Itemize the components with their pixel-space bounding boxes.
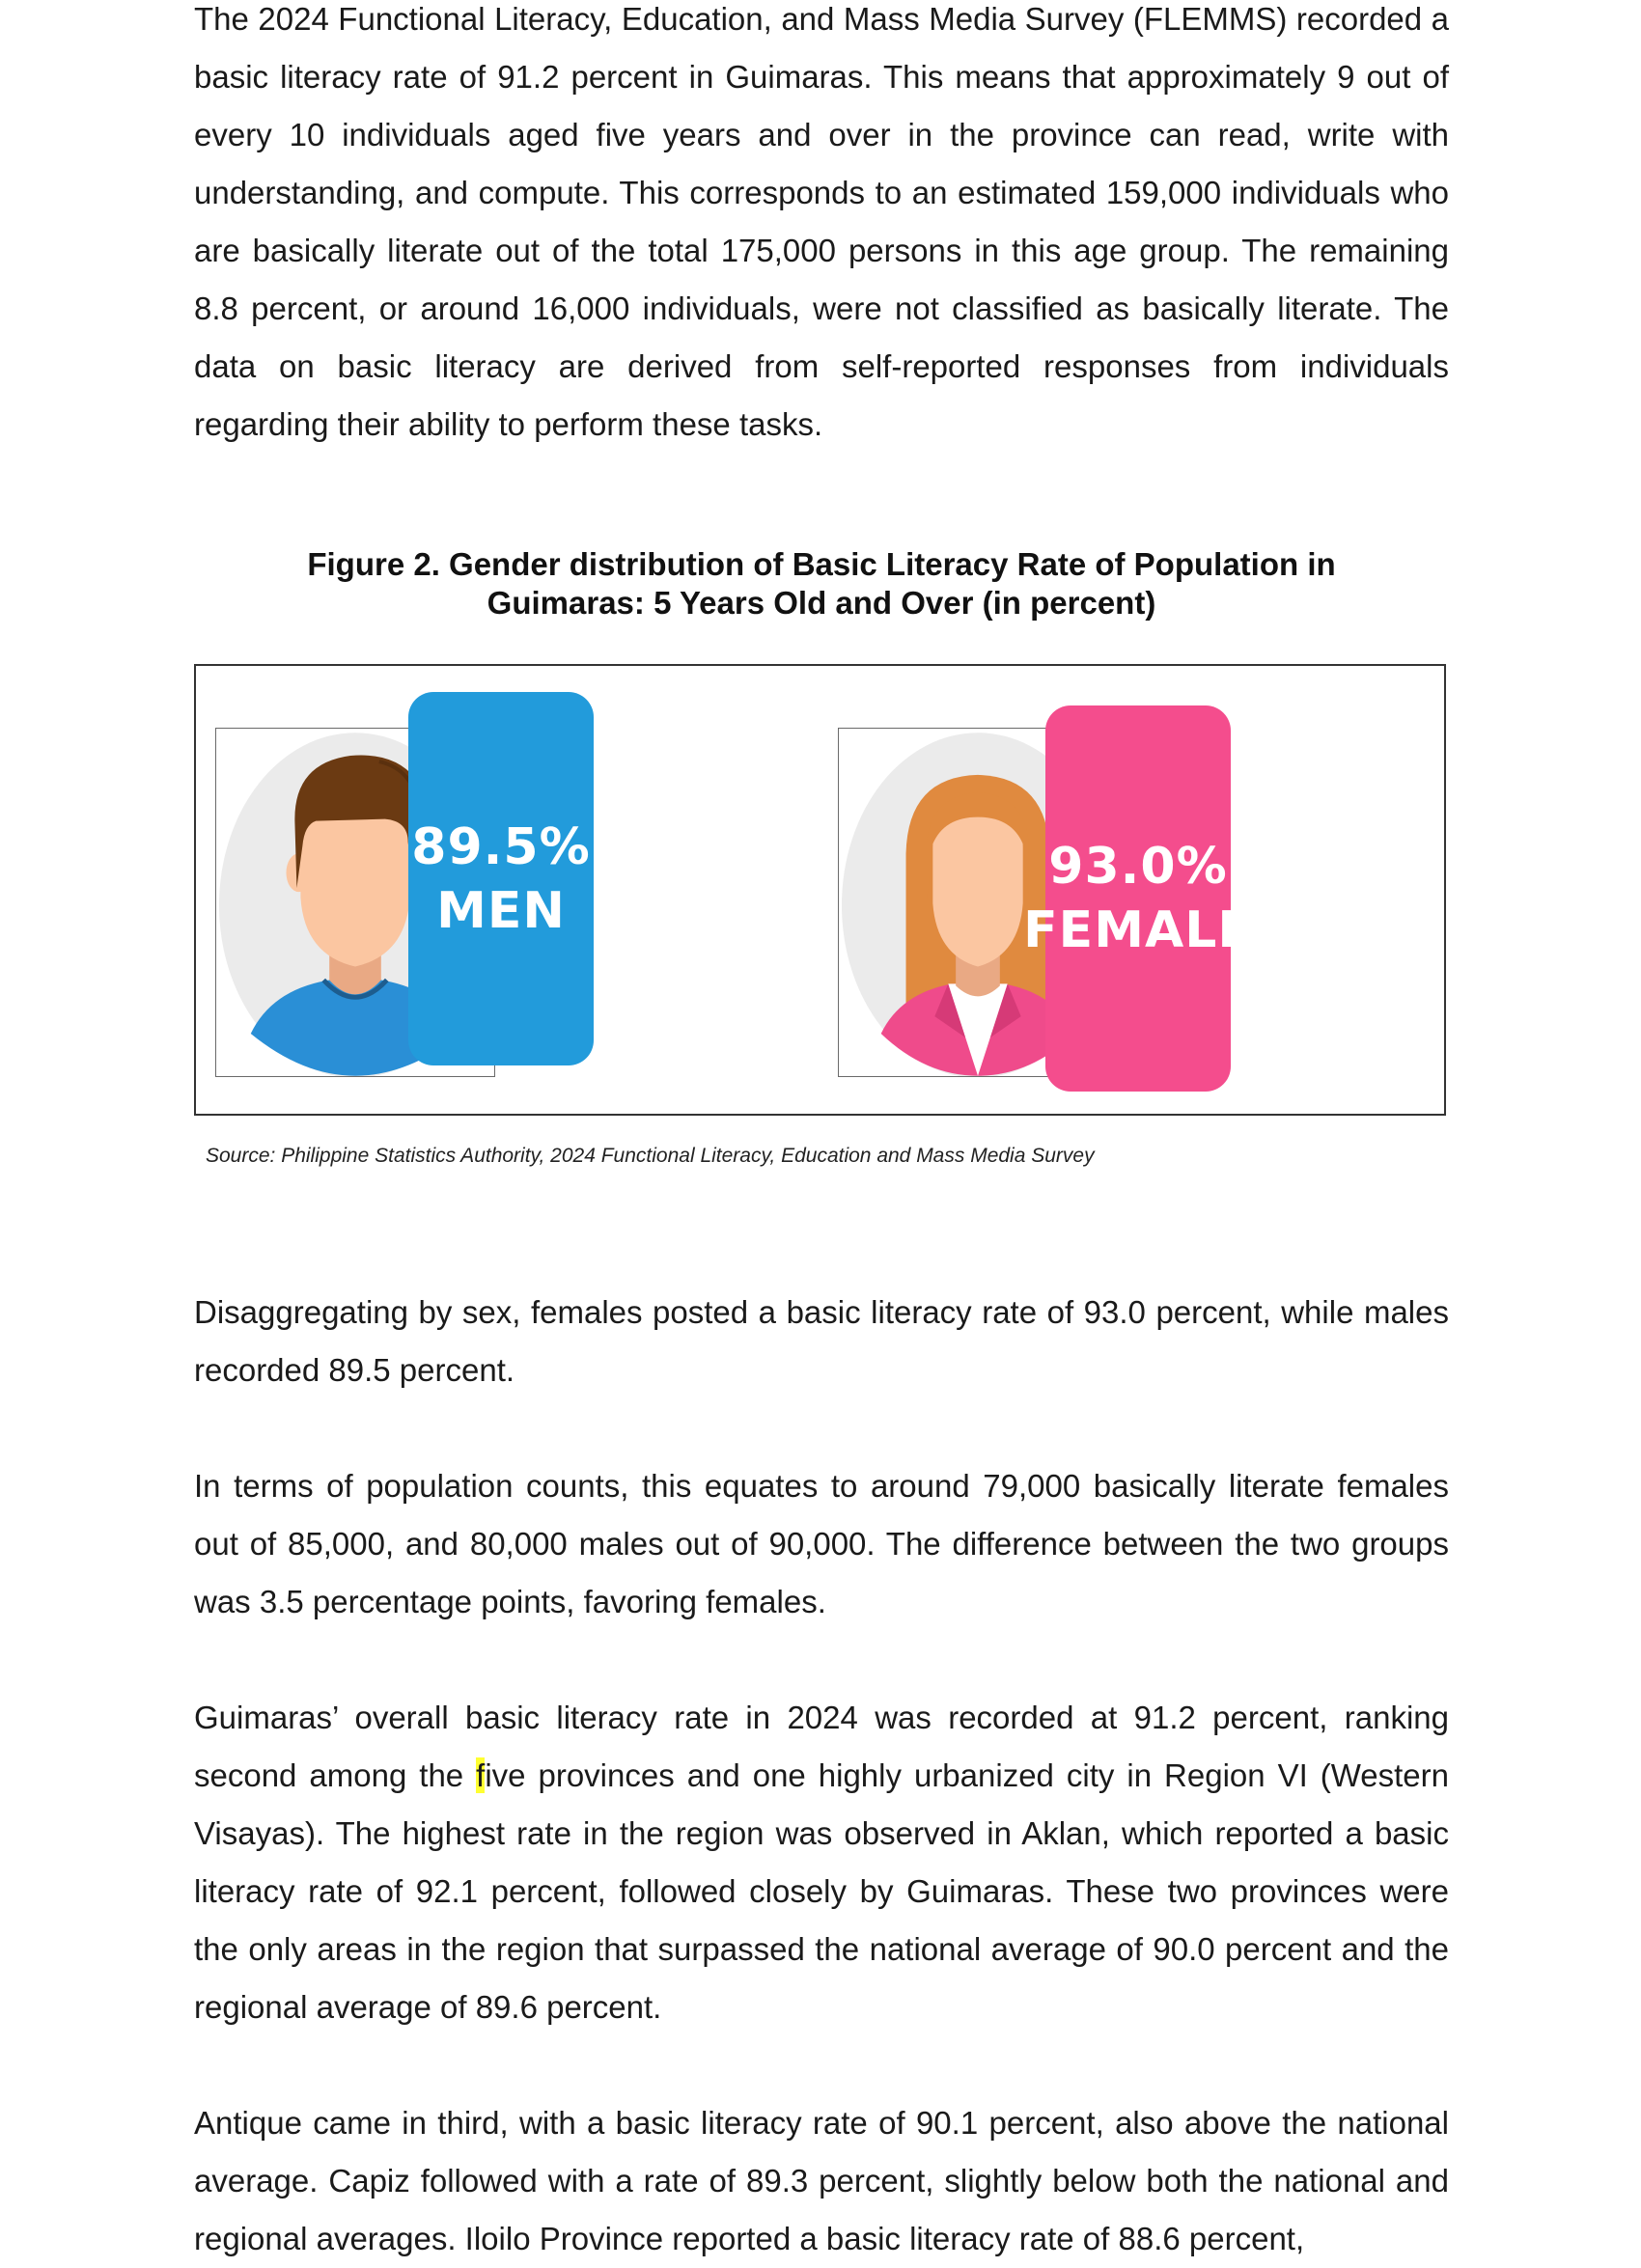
figure-title-line-2: Guimaras: 5 Years Old and Over (in percent) [487, 585, 1156, 621]
highlighted-letter: f [476, 1757, 486, 1793]
female-rate-value: 93.0% [1048, 838, 1228, 896]
intro-paragraph: The 2024 Functional Literacy, Education, and Mass Media Survey (FLEMMS) recorded a basic literacy rate of 91.2 percent in Guimaras. This means that approximately 9 out of every 10 individuals aged five years and over in the province can read, write with understanding, and compute. This corresponds to an estimated 159,000 individuals who are basically literate out of the total 175,000 persons in this age group. The remaining 8.8 percent, or around 16,000 individuals, were not classified as basically literate. The data on basic literacy are derived from self-reported responses from individuals regarding their ability to perform these tasks. [194, 1, 1449, 442]
figure-source-note: Source: Philippine Statistics Authority, 2024 Functional Literacy, Education and Mass Media Survey [206, 1145, 1095, 1167]
regional-ranking-text-1: Guimaras’ overall basic literacy rate in 2024 was recorded at 91.2 percent, ranking second among the [194, 1700, 1449, 1793]
population-counts-paragraph: In terms of population counts, this equates to around 79,000 basically literate females out of 85,000, and 80,000 males out of 90,000. The difference between the two groups was 3.5 percentage points, favoring females. [194, 1468, 1449, 1619]
figure-title [194, 545, 1449, 622]
figure-title-line-1: Figure 2. Gender distribution of Basic Literacy Rate of Population in [307, 546, 1336, 582]
sex-disaggregation-paragraph: Disaggregating by sex, females posted a basic literacy rate of 93.0 percent, while males recorded 89.5 percent. [194, 1294, 1449, 1388]
female-rate-card [1023, 705, 1253, 1092]
men-rate-label: MEN [436, 881, 566, 940]
men-rate-card [408, 692, 594, 1065]
literacy-infographic [194, 664, 1446, 1116]
female-rate-label: FEMALE [1023, 901, 1253, 959]
men-rate-value: 89.5% [411, 817, 591, 876]
provincial-comparison-paragraph: Antique came in third, with a basic literacy rate of 90.1 percent, also above the national average. Capiz followed with a rate of 89.3 percent, slightly below both the national and regional averages. Iloilo Province reported a basic literacy rate of 88.6 percent, [194, 2105, 1449, 2256]
regional-ranking-text-2: ive provinces and one highly urbanized city in Region VI (Western Visayas). The highest rate in the region was observed in Aklan, which reported a basic literacy rate of 92.1 percent, followed closely by Guimaras. These two provinces were the only areas in the region that surpassed the national average of 90.0 percent and the regional average of 89.6 percent. [194, 1757, 1450, 2025]
regional-ranking-paragraph [194, 1689, 1449, 2036]
